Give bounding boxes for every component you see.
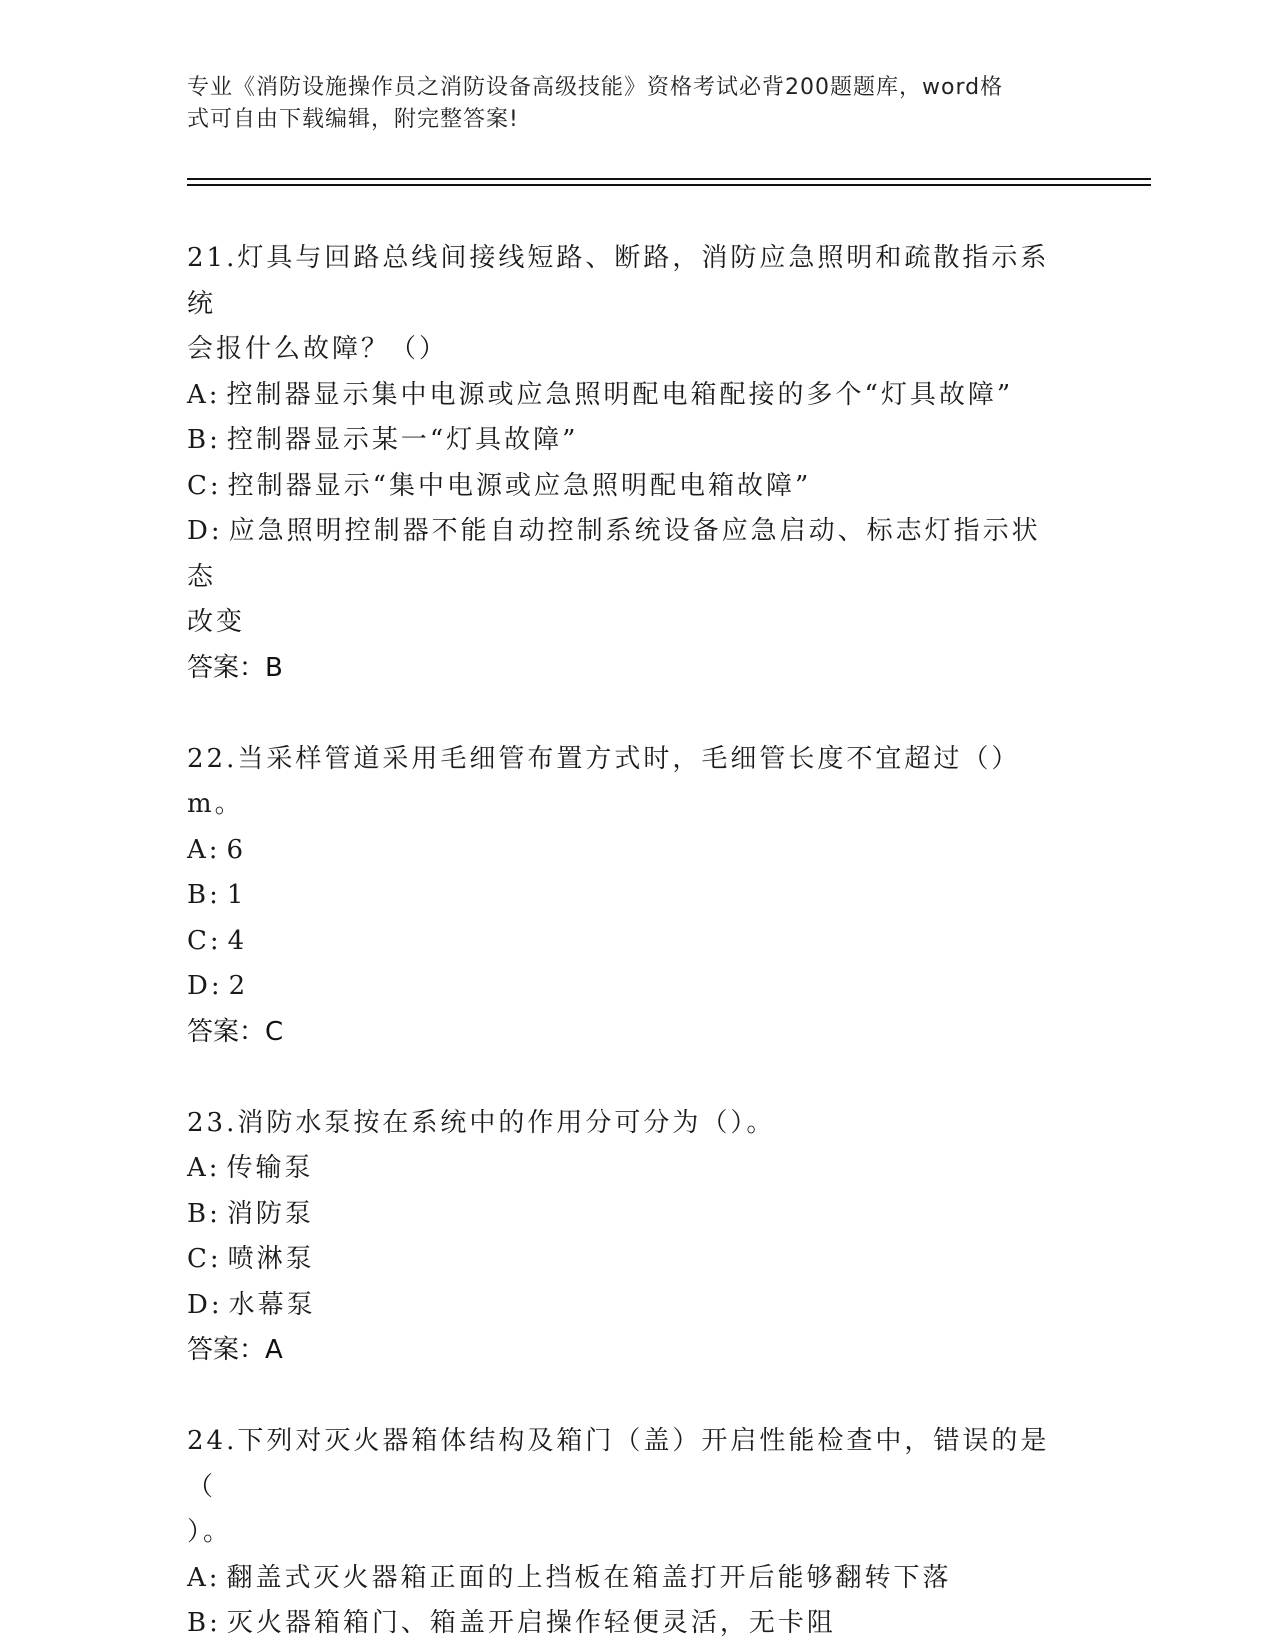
question-text-line: 21.灯具与回路总线间接线短路、断路，消防应急照明和疏散指示系统 <box>187 243 1050 319</box>
option-text: 传输泵 <box>226 1153 314 1183</box>
document-header <box>187 72 1067 136</box>
option-text: 6 <box>226 834 247 865</box>
option-d <box>187 1283 1067 1329</box>
option-key: C: <box>187 470 222 501</box>
option-text: 喷淋泵 <box>227 1244 315 1274</box>
option-text: 控制器显示“集中电源或应急照明配电箱故障” <box>227 470 812 501</box>
question-text-line: ）。 <box>187 1517 233 1547</box>
answer-line: 答案：B <box>187 652 283 683</box>
option-c <box>187 919 1067 965</box>
option-key: D: <box>187 516 223 546</box>
question-text-line: 22.当采样管道采用毛细管布置方式时，毛细管长度不宜超过（）m。 <box>187 743 1021 819</box>
header-divider-top <box>187 178 1151 180</box>
option-a <box>187 1556 1067 1602</box>
question-text-line: 23.消防水泵按在系统中的作用分可分为（）。 <box>187 1107 776 1138</box>
option-key: B: <box>187 1608 221 1638</box>
option-key: C: <box>187 925 222 956</box>
option-b <box>187 418 1067 464</box>
question-text-line: 24.下列对灭火器箱体结构及箱门（盖）开启性能检查中，错误的是（ <box>187 1426 1050 1502</box>
option-key: A: <box>187 834 221 865</box>
question-21 <box>187 236 1067 737</box>
option-key: B: <box>187 1198 221 1229</box>
option-text: 控制器显示某一“灯具故障” <box>226 425 579 455</box>
option-key: D: <box>187 971 223 1001</box>
question-22 <box>187 737 1067 1101</box>
option-key: A: <box>187 379 221 410</box>
option-c <box>187 464 1067 510</box>
option-a <box>187 828 1067 874</box>
option-d-continuation: 改变 <box>187 607 246 637</box>
option-a <box>187 373 1067 419</box>
option-text: 2 <box>228 971 249 1001</box>
option-key: B: <box>187 425 221 455</box>
option-b <box>187 1601 1067 1647</box>
option-c <box>187 1237 1067 1283</box>
option-b <box>187 1192 1067 1238</box>
option-text: 消防泵 <box>226 1198 314 1229</box>
option-text: 应急照明控制器不能自动控制系统设备应急启动、标志灯指示状态 <box>187 516 1041 592</box>
option-text: 4 <box>227 925 248 956</box>
question-23 <box>187 1101 1067 1420</box>
option-text: 1 <box>226 880 247 910</box>
answer-line: 答案：C <box>187 1016 284 1047</box>
option-d <box>187 509 1067 600</box>
option-a <box>187 1146 1067 1192</box>
option-b <box>187 873 1067 919</box>
answer-line: 答案：A <box>187 1335 283 1365</box>
option-text: 灭火器箱箱门、箱盖开启操作轻便灵活，无卡阻 <box>226 1608 836 1638</box>
header-line-1: 专业《消防设施操作员之消防设备高级技能》资格考试必背200题题库，word格 <box>187 75 1004 100</box>
question-text-line: 会报什么故障？（） <box>187 334 449 364</box>
option-text: 翻盖式灭火器箱正面的上挡板在箱盖打开后能够翻转下落 <box>226 1562 952 1593</box>
option-key: A: <box>187 1562 221 1593</box>
question-24 <box>187 1419 1067 1647</box>
option-key: C: <box>187 1244 222 1274</box>
header-divider-bottom <box>187 184 1151 186</box>
option-key: A: <box>187 1153 221 1183</box>
option-key: D: <box>187 1289 223 1320</box>
header-line-2: 式可自由下载编辑，附完整答案! <box>187 107 519 132</box>
option-text: 控制器显示集中电源或应急照明配电箱配接的多个“灯具故障” <box>226 379 1014 410</box>
option-d <box>187 964 1067 1010</box>
option-key: B: <box>187 880 221 910</box>
option-text: 水幕泵 <box>228 1289 316 1320</box>
question-list <box>187 236 1067 1647</box>
